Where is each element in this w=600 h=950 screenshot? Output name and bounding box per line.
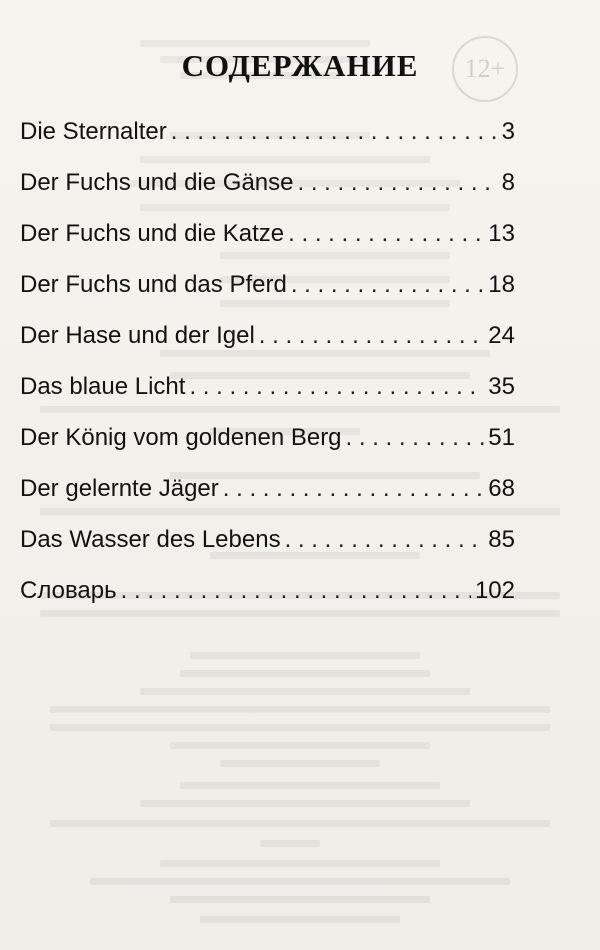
dot-leader [285,526,485,554]
dot-leader [189,373,484,401]
toc-entry-page: 85 [488,526,515,553]
dot-leader [288,220,484,248]
toc-entry-title: Der Fuchs und die Katze [20,220,285,247]
table-of-contents [20,118,515,628]
toc-entry-title: Der König vom goldenen Berg [20,424,342,451]
age-rating-label: 12+ [464,54,506,83]
toc-entry [20,373,515,424]
toc-entry-title: Das blaue Licht [20,373,186,400]
toc-entry-page: 68 [488,475,515,502]
toc-entry-page: 102 [474,577,515,604]
dot-leader [171,118,498,146]
toc-entry-page: 3 [501,118,515,145]
dot-leader [297,169,497,197]
toc-entry-page: 18 [488,271,515,298]
toc-entry-title: Словарь [20,577,117,604]
toc-entry [20,271,515,322]
toc-entry [20,475,515,526]
dot-leader [346,424,485,452]
toc-entry-title: Der gelernte Jäger [20,475,219,502]
toc-entry-page: 51 [488,424,515,451]
toc-entry [20,424,515,475]
toc-entry-page: 8 [501,169,515,196]
dot-leader [121,577,471,605]
toc-entry [20,322,515,373]
toc-entry-page: 13 [488,220,515,247]
toc-entry [20,526,515,577]
dot-leader [223,475,485,503]
toc-entry-title: Der Fuchs und die Gänse [20,169,294,196]
toc-entry-title: Der Hase und der Igel [20,322,255,349]
toc-entry-page: 35 [488,373,515,400]
toc-entry [20,169,515,220]
dot-leader [259,322,485,350]
toc-entry-title: Die Sternalter [20,118,167,145]
toc-entry-page: 24 [488,322,515,349]
toc-entry-title: Der Fuchs und das Pferd [20,271,287,298]
toc-entry [20,220,515,271]
toc-entry-title: Das Wasser des Lebens [20,526,281,553]
toc-entry [20,577,515,628]
page-title: СОДЕРЖАНИЕ [181,48,419,83]
toc-entry [20,118,515,169]
dot-leader [291,271,484,299]
